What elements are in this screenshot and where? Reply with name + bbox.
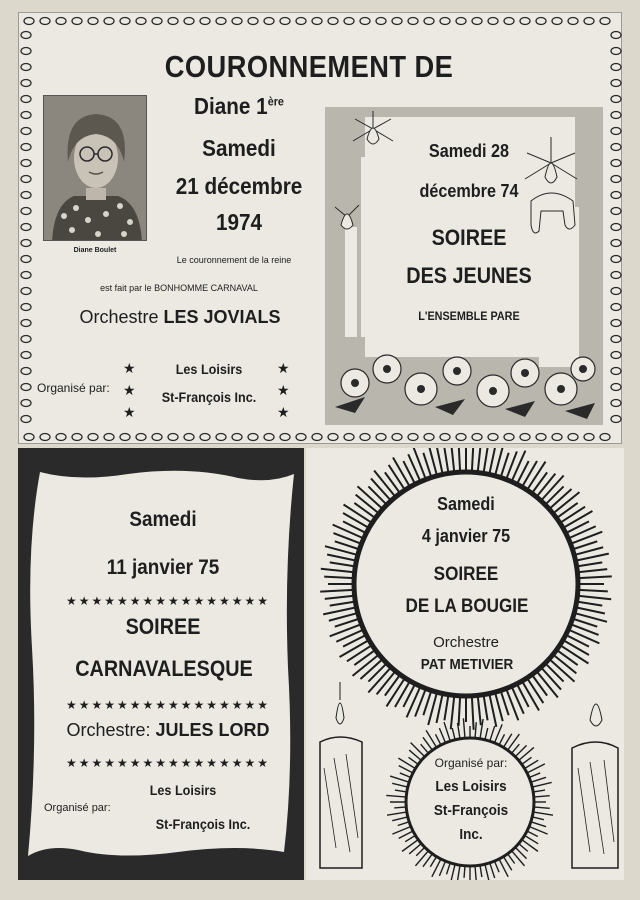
candle-date: 4 janvier 75 <box>421 526 511 546</box>
top-advertisement <box>18 12 622 444</box>
queen-photo <box>43 95 147 241</box>
photo-caption: Diane Boulet <box>73 247 117 254</box>
youth-evening-band: L'ENSEMBLE PARE <box>418 309 520 323</box>
candle-organizer-1: Les Loisirs <box>435 778 507 795</box>
star-divider-2: ★★★★★★★★★★★★★★★★ <box>65 698 271 712</box>
youth-evening-date: décembre 74 <box>419 181 519 201</box>
carnival-orchestra-label: Orchestre: <box>66 720 151 740</box>
event-title: COURONNEMENT DE <box>164 49 454 84</box>
carnival-day: Samedi <box>129 508 197 531</box>
carnival-organized-by: Organisé par: <box>44 802 111 814</box>
carnival-evening-advertisement <box>18 448 304 880</box>
candle-organizer-2: St-François <box>433 802 509 819</box>
organizer-line-1: Les Loisirs <box>175 361 243 377</box>
candle-orchestra-name: PAT METIVIER <box>420 656 514 673</box>
event-date: 21 décembre <box>175 173 303 199</box>
event-day: Samedi <box>202 135 276 161</box>
youth-evening-day: Samedi 28 <box>428 141 510 161</box>
candle-organizer-3: Inc. <box>459 826 483 843</box>
carnival-organizer-2: St-François Inc. <box>155 816 251 832</box>
queen-name: Diane 1ère <box>194 93 284 119</box>
carnival-title-2: CARNAVALESQUE <box>75 656 253 681</box>
star-divider-1: ★★★★★★★★★★★★★★★★ <box>65 594 271 608</box>
coronation-note-2: est fait par le BONHOMME CARNAVAL <box>100 283 258 293</box>
carnival-organizer-1: Les Loisirs <box>149 782 217 798</box>
orchestra-line <box>55 307 305 328</box>
star-divider-3: ★★★★★★★★★★★★★★★★ <box>65 756 271 770</box>
carnival-orchestra <box>52 720 284 741</box>
candle-evening-advertisement <box>306 448 624 880</box>
coronation-note: Le couronnement de la reine <box>176 255 292 265</box>
organizer-line-2: St-François Inc. <box>161 389 257 405</box>
candle-title-2: DE LA BOUGIE <box>405 596 529 617</box>
carnival-title-1: SOIREE <box>125 614 201 639</box>
carnival-orchestra-name: JULES LORD <box>155 720 270 740</box>
candle-organized-by: Organisé par: <box>434 756 508 770</box>
candle-title-1: SOIREE <box>433 564 499 585</box>
orchestra-name: LES JOVIALS <box>163 307 281 327</box>
candle-day: Samedi <box>437 494 495 514</box>
organized-by: Organisé par: <box>37 381 110 395</box>
youth-evening-title-1: SOIREE <box>431 225 507 250</box>
orchestra-label: Orchestre <box>79 307 159 327</box>
youth-evening-title-2: DES JEUNES <box>406 263 532 288</box>
stars-right: ★ ★ ★ <box>277 360 290 420</box>
candle-orchestra-label: Orchestre <box>433 634 499 651</box>
carnival-date: 11 janvier 75 <box>106 556 220 579</box>
stars-left: ★ ★ ★ <box>123 360 136 420</box>
event-year: 1974 <box>215 209 263 235</box>
